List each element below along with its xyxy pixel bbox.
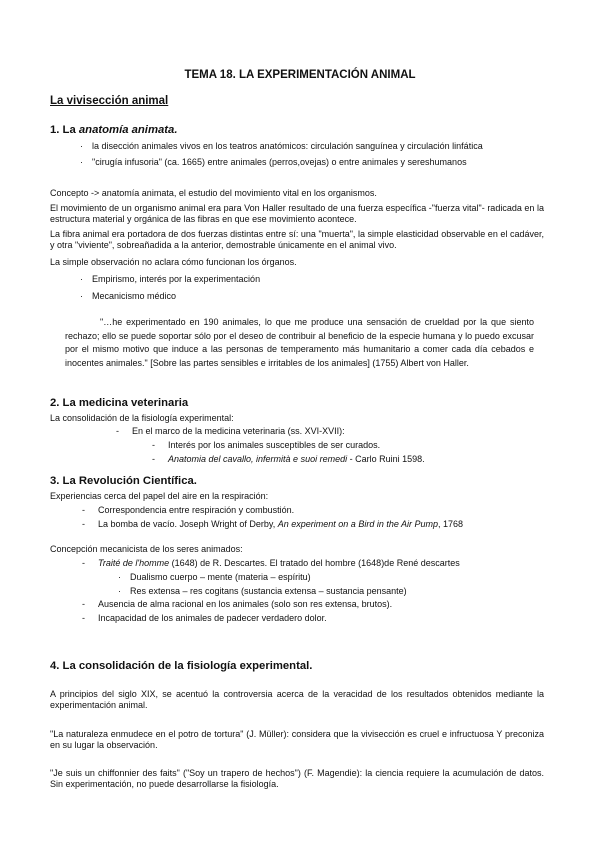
list-item: · Mecanicismo médico xyxy=(80,291,177,301)
bullet-icon: · xyxy=(80,141,83,151)
paragraph: "La naturaleza enmudece en el potro de tortura" (J. Müller): considera que la vivisección es cruel e infructuosa Y preconiza en su lugar la observación. xyxy=(50,729,544,750)
concept-line: Concepto -> anatomía animata, el estudio del movimiento vital en los organismos. xyxy=(50,188,377,198)
dash-icon: - xyxy=(82,599,85,609)
section-3-intro: Experiencias cerca del papel del aire en la respiración: xyxy=(50,491,269,501)
list-item: - En el marco de la medicina veterinaria (ss. XVI-XVII): xyxy=(116,426,345,436)
section-2-intro: La consolidación de la fisiología experimental: xyxy=(50,413,234,423)
list-item: · "cirugía infusoria" (ca. 1665) entre animales (perros,ovejas) o entre animales y sereshumanos xyxy=(80,157,467,167)
dash-icon: - xyxy=(152,440,155,450)
list-item: · Empirismo, interés por la experimentación xyxy=(80,274,261,284)
section-2-heading: 2. La medicina veterinaria xyxy=(50,397,189,409)
paragraph: "Je suis un chiffonnier des faits" ("Soy un trapero de hechos") (F. Magendie): la ciencia requiere la acumulación de datos. Sin experimentación, no puede desarrollarse la fisiología. xyxy=(50,768,544,789)
list-item: - Correspondencia entre respiración y combustión. xyxy=(82,505,295,515)
bullet-icon: · xyxy=(80,157,83,167)
page-title: TEMA 18. LA EXPERIMENTACIÓN ANIMAL xyxy=(184,69,416,81)
list-item: - Traité de l'homme (1648) de R. Descartes. El tratado del hombre (1648)de René descartes xyxy=(82,558,460,568)
paragraph: El movimiento de un organismo animal era para Von Haller resultado de una fuerza específica -"fuerza vital"- radicada en la estructura material y orgánica de las fibras en que ese movimiento acontece. xyxy=(50,203,544,224)
paragraph: La fibra animal era portadora de dos fuerzas distintas entre sí: una "muerta", la simple elasticidad observable en el cadáver, y otra "viviente", sobreañadida a la anterior, demostrable únicamente en el animal vivo. xyxy=(50,229,544,250)
list-item: - Ausencia de alma racional en los animales (solo son res extensa, brutos). xyxy=(82,599,393,609)
dash-icon: - xyxy=(116,426,119,436)
bullet-icon: · xyxy=(80,274,83,284)
dash-icon: - xyxy=(82,613,85,623)
bullet-icon: · xyxy=(118,586,121,596)
list-item: · Dualismo cuerpo – mente (materia – espíritu) xyxy=(118,572,311,582)
list-item: - Incapacidad de los animales de padecer verdadero dolor. xyxy=(82,613,327,623)
paragraph: A principios del siglo XIX, se acentuó la controversia acerca de la veracidad de los resultados obtenidos mediante la experimentación animal. xyxy=(50,689,544,710)
section-4-heading: 4. La consolidación de la fisiología experimental. xyxy=(50,660,313,672)
dash-icon: - xyxy=(82,519,85,529)
list-item: - Interés por los animales susceptibles de ser curados. xyxy=(152,440,381,450)
section-3-intro-2: Concepción mecanicista de los seres animados: xyxy=(50,544,243,554)
bullet-icon: · xyxy=(118,572,121,582)
dash-icon: - xyxy=(152,454,155,464)
list-item: · Res extensa – res cogitans (sustancia extensa – sustancia pensante) xyxy=(118,586,407,596)
section-1-heading: 1. La anatomía animata. xyxy=(50,124,178,136)
dash-icon: - xyxy=(82,505,85,515)
list-item: · la disección animales vivos en los teatros anatómicos: circulación sanguínea y circulación linfática xyxy=(80,141,483,151)
list-item: - La bomba de vacío. Joseph Wright of Derby, An experiment on a Bird in the Air Pump, 1768 xyxy=(82,519,464,529)
dash-icon: - xyxy=(82,558,85,568)
section-vivisection-heading: La vivisección animal xyxy=(50,95,169,107)
haller-quote: "…he experimentado en 190 animales, lo que me produce una sensación de crueldad por la que siento rechazo; ello se puede soportar sólo por el deseo de contribuir al beneficio de la especie humana y lo puedo excusar por el mismo motivo que induce a las personas de temperamento más humanitario a comer cada día cebados e inocentes animales." [Sobre las partes sensibles e irritables de los animales] (1755) Albert von Haller. xyxy=(65,317,534,369)
paragraph: La simple observación no aclara cómo funcionan los órganos. xyxy=(50,257,297,267)
list-item: - Anatomia del cavallo, infermità e suoi remedi - Carlo Ruini 1598. xyxy=(152,454,425,464)
bullet-icon: · xyxy=(80,291,83,301)
section-3-heading: 3. La Revolución Científica. xyxy=(50,475,197,487)
